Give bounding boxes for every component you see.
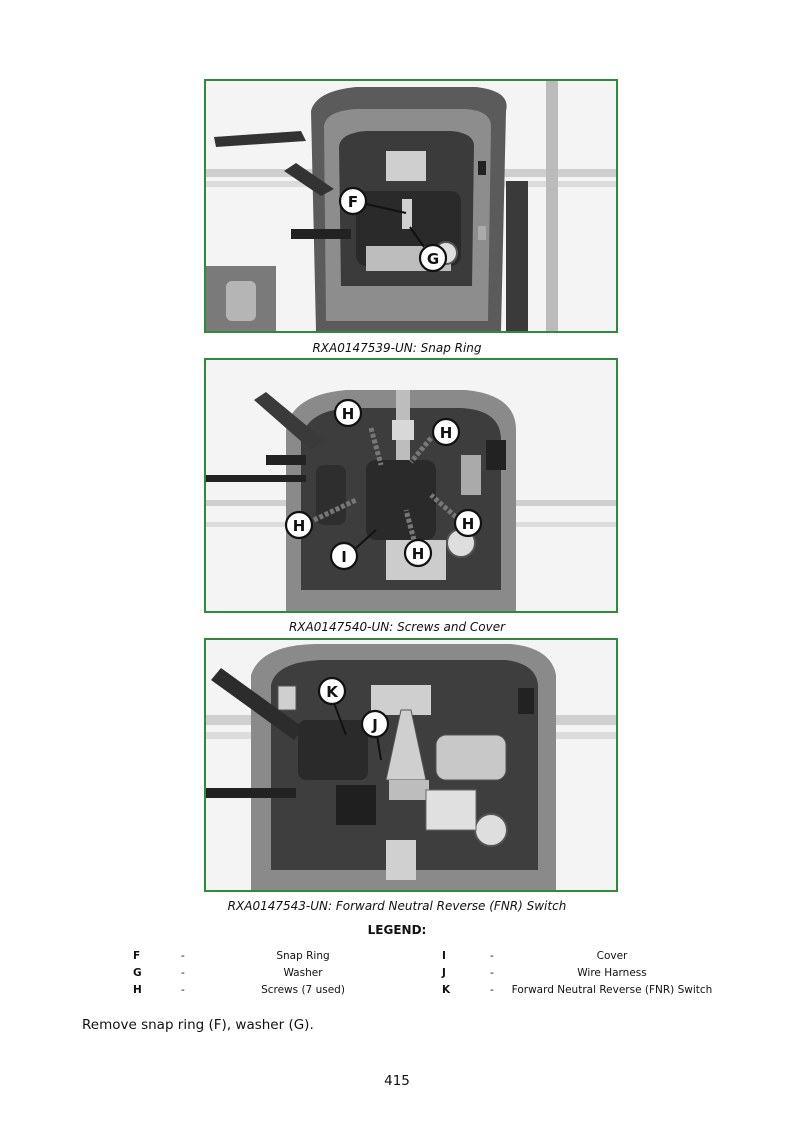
- legend-row: [0, 984, 794, 1001]
- figure-caption-fnr-switch: RXA0147543-UN: Forward Neutral Reverse (FNR) Switch: [227, 899, 567, 913]
- svg-text:H: H: [439, 424, 453, 442]
- legend-key: I: [442, 950, 446, 962]
- callout-f: [340, 188, 366, 214]
- legend-separator: -: [490, 950, 494, 962]
- callout-h-3: [286, 512, 312, 538]
- legend-description: Snap Ring: [276, 950, 330, 962]
- legend-description: Washer: [283, 967, 323, 979]
- svg-text:K: K: [326, 683, 338, 701]
- callout-h-4: [455, 510, 481, 536]
- svg-text:G: G: [426, 250, 440, 268]
- legend-table: [0, 950, 794, 1004]
- svg-text:H: H: [461, 515, 475, 533]
- legend-key: H: [133, 984, 142, 996]
- svg-text:H: H: [292, 517, 306, 535]
- callout-h-5: [405, 540, 431, 566]
- legend-separator: -: [490, 967, 494, 979]
- svg-text:H: H: [411, 545, 425, 563]
- legend-separator: -: [490, 984, 494, 996]
- page-number: 415: [384, 1073, 410, 1089]
- legend-description: Cover: [596, 950, 628, 962]
- figure-fnr-switch: [204, 638, 618, 892]
- fnr-switch-illustration: [206, 640, 616, 890]
- callout-h-2: [433, 419, 459, 445]
- figure-snap-ring: [204, 79, 618, 333]
- snap-ring-illustration: [206, 81, 616, 331]
- legend-key: J: [442, 967, 446, 979]
- legend-separator: -: [181, 984, 185, 996]
- figure-caption-screws-and-cover: RXA0147540-UN: Screws and Cover: [288, 620, 506, 634]
- callout-j: [362, 711, 388, 737]
- figure-screws-and-cover: [204, 358, 618, 613]
- svg-text:I: I: [341, 548, 347, 566]
- callout-i: [331, 543, 357, 569]
- callout-g: [420, 245, 446, 271]
- legend-title: LEGEND:: [367, 923, 427, 937]
- legend-description: Screws (7 used): [261, 984, 345, 996]
- svg-text:H: H: [341, 405, 355, 423]
- legend-description: Wire Harness: [577, 967, 647, 979]
- legend-key: F: [133, 950, 141, 962]
- legend-separator: -: [181, 967, 185, 979]
- legend-row: [0, 950, 794, 967]
- callout-k: [319, 678, 345, 704]
- legend-description: Forward Neutral Reverse (FNR) Switch: [511, 984, 713, 996]
- screws-and-cover-illustration: [206, 360, 616, 611]
- legend-separator: -: [181, 950, 185, 962]
- instruction-text: Remove snap ring (F), washer (G).: [82, 1017, 314, 1033]
- figure-caption-snap-ring: RXA0147539-UN: Snap Ring: [312, 341, 482, 355]
- legend-key: G: [133, 967, 142, 979]
- svg-text:F: F: [347, 193, 359, 211]
- callout-h-1: [335, 400, 361, 426]
- legend-row: [0, 967, 794, 984]
- svg-text:J: J: [372, 716, 378, 734]
- legend-key: K: [442, 984, 451, 996]
